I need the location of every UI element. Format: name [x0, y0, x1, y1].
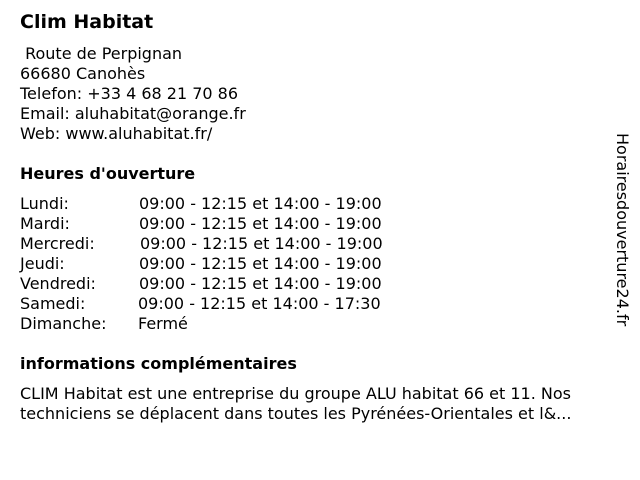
day-label: Mardi: — [20, 214, 70, 233]
site-brand-label: Horairesdouverture24.fr — [613, 133, 632, 327]
day-hours: 09:00 - 12:15 et 14:00 - 17:30 — [138, 294, 381, 313]
business-name: Clim Habitat — [20, 11, 154, 33]
day-hours: Fermé — [138, 314, 188, 333]
day-hours: 09:00 - 12:15 et 14:00 - 19:00 — [139, 194, 382, 213]
hours-row — [20, 234, 440, 254]
address-street: Route de Perpignan — [20, 44, 183, 63]
info-line: techniciens se déplacent dans toutes les Pyrénées-Orientales et l&... — [20, 404, 572, 423]
hours-row — [20, 214, 440, 234]
website: Web: www.aluhabitat.fr/ — [20, 124, 213, 143]
additional-info-text — [20, 384, 630, 424]
hours-row — [20, 314, 440, 334]
day-hours: 09:00 - 12:15 et 14:00 - 19:00 — [139, 254, 382, 273]
info-line: CLIM Habitat est une entreprise du groupe ALU habitat 66 et 11. Nos — [20, 384, 571, 403]
hours-row — [20, 254, 440, 274]
contact-block — [20, 44, 246, 144]
opening-hours-table — [20, 194, 440, 334]
day-label: Dimanche: — [20, 314, 107, 333]
day-label: Vendredi: — [20, 274, 96, 293]
address-city: 66680 Canohès — [20, 64, 146, 83]
opening-hours-heading: Heures d'ouverture — [20, 164, 196, 183]
phone-number: Telefon: +33 4 68 21 70 86 — [20, 84, 239, 103]
day-hours: 09:00 - 12:15 et 14:00 - 19:00 — [140, 234, 383, 253]
day-hours: 09:00 - 12:15 et 14:00 - 19:00 — [139, 274, 382, 293]
hours-row — [20, 194, 440, 214]
hours-row — [20, 294, 440, 314]
day-label: Lundi: — [20, 194, 69, 213]
hours-row — [20, 274, 440, 294]
day-label: Samedi: — [20, 294, 86, 313]
day-label: Mercredi: — [20, 234, 95, 253]
day-label: Jeudi: — [20, 254, 65, 273]
additional-info-heading: informations complémentaires — [20, 354, 297, 373]
day-hours: 09:00 - 12:15 et 14:00 - 19:00 — [139, 214, 382, 233]
email-address: Email: aluhabitat@orange.fr — [20, 104, 246, 123]
